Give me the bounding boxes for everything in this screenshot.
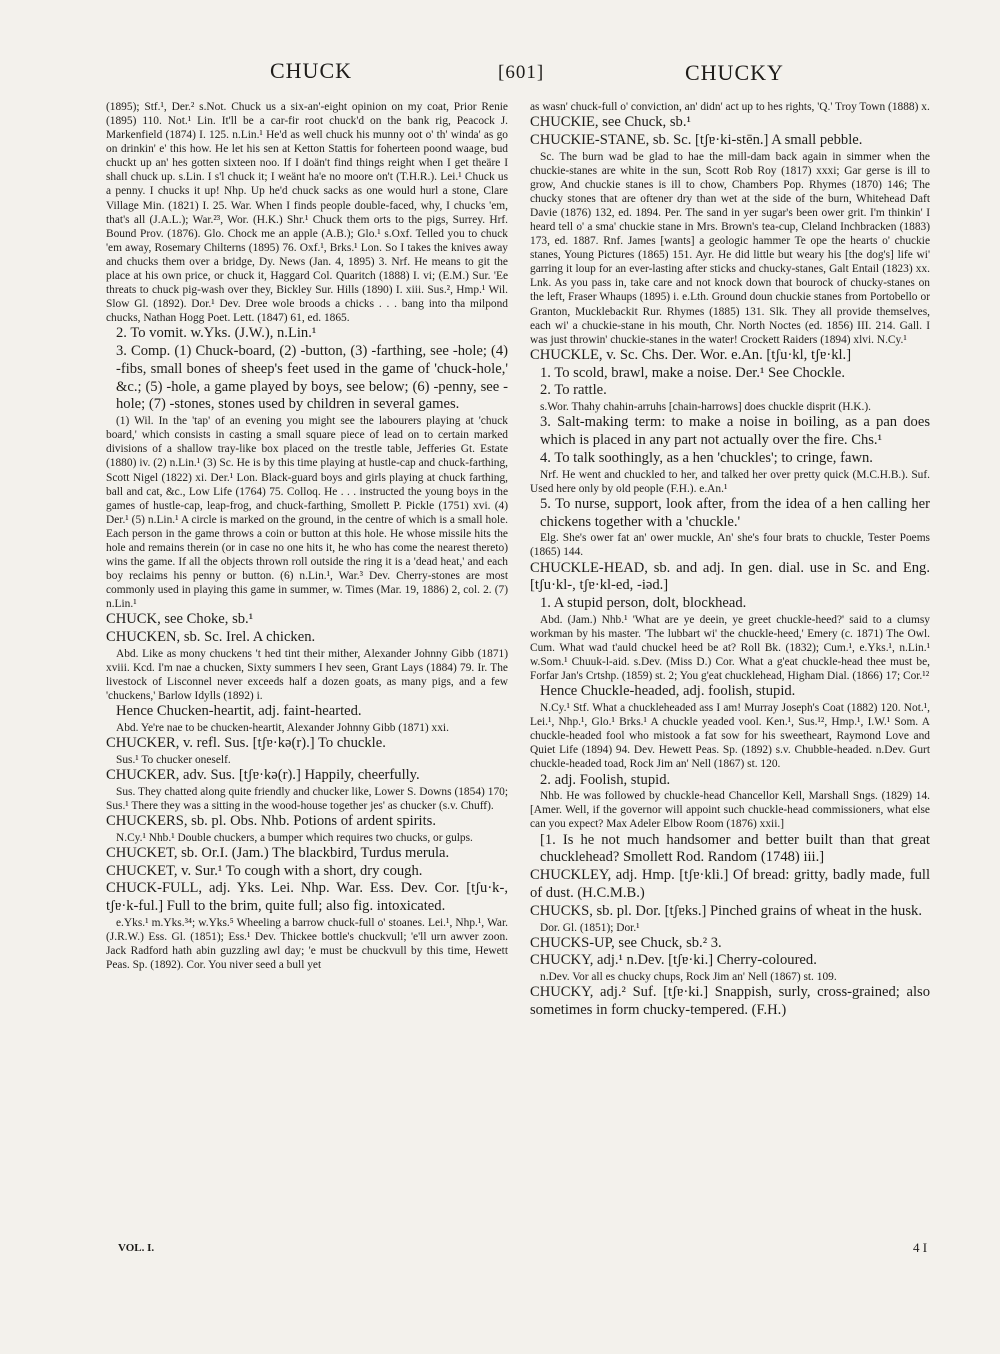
dictionary-headword-entry: CHUCKY, adj.¹ n.Dev. [tʃɐ·ki.] Cherry-coloured. xyxy=(530,952,817,969)
dictionary-entry-paragraph: Abd. Ye're nae to be chucken-heartit, Alexander Johnny Gibb (1871) xxi. xyxy=(116,722,449,735)
dictionary-entry-paragraph: Sus. They chatted along quite friendly and chucker like, Lower S. Downs (1854) 170; Sus.¹ There they was a sitting in the wood-house together jes' as chucker (s.v. Chuff). xyxy=(106,785,508,812)
dictionary-headword-entry: CHUCKEN, sb. Sc. Irel. A chicken. xyxy=(106,629,316,646)
dictionary-entry-paragraph: [1. Is he not much handsomer and better built than that great chucklehead? Smollett Rod. Random (1748) iii.] xyxy=(540,831,930,866)
right-column xyxy=(530,100,930,1245)
left-column xyxy=(106,100,508,1250)
dictionary-entry-paragraph: Hence Chucken-heartit, adj. faint-hearted. xyxy=(116,703,362,720)
dictionary-entry-paragraph: 2. To rattle. xyxy=(540,382,607,399)
dictionary-entry-paragraph: n.Dev. Vor all es chucky chups, Rock Jim an' Nell (1867) st. 109. xyxy=(540,971,837,984)
dictionary-headword-entry: CHUCKET, sb. Or.I. (Jam.) The blackbird, Turdus merula. xyxy=(106,844,450,861)
header-left-catchword: CHUCK xyxy=(270,58,353,83)
dictionary-entry-paragraph: N.Cy.¹ Nhb.¹ Double chuckers, a bumper which requires two chucks, or gulps. xyxy=(116,831,473,844)
dictionary-headword-entry: CHUCKET, v. Sur.¹ To cough with a short, dry cough. xyxy=(106,862,423,879)
dictionary-entry-paragraph: Abd. Like as mony chuckens 't hed tint their mither, Alexander Johnny Gibb (1871) xviii. Kcd. I'm nae a chucken, Sixty summers I hev seen, Grant Lays (1884) 79. Ir. The livestock of Lisconnel never exceeds half a dozen goats, as many pigs, and a few 'chuckens,' Barlow Idylls (1892) i. xyxy=(106,647,508,703)
dictionary-entry-paragraph: Hence Chuckle-headed, adj. foolish, stupid. xyxy=(540,683,796,700)
dictionary-headword-entry: CHUCK, see Choke, sb.¹ xyxy=(106,611,254,628)
dictionary-entry-paragraph: Nhb. He was followed by chuckle-head Chancellor Kell, Marshall Sngs. (1829) 14. [Amer. Well, if the governor will appoint such chuckle-head commissioners, what else can you expect? Max Adeler Elbow Room (1876) xxii.] xyxy=(530,790,930,831)
dictionary-headword-entry: CHUCKS-UP, see Chuck, sb.² 3. xyxy=(530,934,722,951)
dictionary-headword-entry: CHUCK-FULL, adj. Yks. Lei. Nhp. War. Ess. Dev. Cor. [tʃu·k-, tʃɐ·k-ful.] Full to the brim, quite full; also fig. intoxicated. xyxy=(106,880,508,915)
dictionary-entry-paragraph: s.Wor. Thahy chahin-arruhs [chain-harrows] does chuckle disprit (H.K.). xyxy=(540,401,871,414)
dictionary-entry-paragraph: Sus.¹ To chucker oneself. xyxy=(116,753,231,766)
dictionary-headword-entry: CHUCKLE-HEAD, sb. and adj. In gen. dial. use in Sc. and Eng. [tʃu·kl-, tʃɐ·kl-ed, -iəd.] xyxy=(530,559,930,594)
dictionary-headword-entry: CHUCKY, adj.² Suf. [tʃɐ·ki.] Snappish, surly, cross-grained; also sometimes in form chucky-tempered. (F.H.) xyxy=(530,984,930,1019)
dictionary-entry-paragraph: Dor. Gl. (1851); Dor.¹ xyxy=(540,921,640,934)
dictionary-entry-paragraph: Abd. (Jam.) Nhb.¹ 'What are ye deein, ye greet chuckle-heed?' said to a clumsy workman by his master. 'The lubbart wi' the chuckle-heed,' Emery (c. 1871) The Owl. Cum. What wad t'auld chuckel heed be at? Roll Bk. (1832); Cum.¹, e.Yks.¹, n.Lin.¹ w.Som.¹ Chuuk-l-aid. s.Dev. (Miss D.) Cor. What a g'eat chuckle-head thee must be, Forfar Jan's Crtshp. (1859) st. 2; You g'eat chucklehead, Higham Dial. (1866) 17; Cor.¹² xyxy=(530,613,930,683)
dictionary-entry-paragraph: 5. To nurse, support, look after, from the idea of a hen calling her chickens together with a 'chuckle.' xyxy=(540,495,930,530)
dictionary-entry-paragraph: 1. To scold, brawl, make a noise. Der.¹ See Chockle. xyxy=(540,364,846,381)
dictionary-entry-paragraph: (1) Wil. In the 'tap' of an evening you might see the labourers playing at 'chuck board,' which consists in casting a small square piece of lead on to certain marked divisions of a shallow tray-like box placed on the trestle table, Jefferies Gt. Estate (1880) iv. (2) n.Lin.¹ (3) Sc. He is by this time playing at hustle-cap and chuck-farthing, Scott Nigel (1822) xi. Der.¹ Lon. Black-guard boys and girls playing at chuck farthing, ball and cat, &c., Low Life (1764) 75. Colloq. He . . . instructed the young boys in the games of hustle-cap, leap-frog, and chuck-farthing, Smollett P. Pickle (1751) xvi. (4) Der.¹ (5) n.Lin.¹ A circle is marked on the ground, in the centre of which is a small hole. Each person in the game throws a coin or button at this hole. He whose missile hits the hole and remains therein (or in case no one hits it, he who has come the nearest thereto) wins the game. If all the objects thrown roll outside the ring it is a 'dead heat,' and each boy reclaims his penny or button. (6) n.Lin.¹, War.³ Dev. Cherry-stones are most commonly used in playing this game in summer, w. Times (Mar. 19, 1886) 2, col. 2. (7) n.Lin.¹ xyxy=(106,415,508,611)
page-number: [601] xyxy=(498,62,545,83)
page-signature: 4 I xyxy=(913,1240,928,1255)
dictionary-headword-entry: CHUCKER, v. refl. Sus. [tʃɐ·kə(r).] To chuckle. xyxy=(106,735,386,752)
dictionary-entry-paragraph: 2. adj. Foolish, stupid. xyxy=(540,771,671,788)
dictionary-headword-entry: CHUCKIE, see Chuck, sb.¹ xyxy=(530,114,691,131)
volume-label: VOL. I. xyxy=(118,1242,155,1254)
dictionary-entry-paragraph: Sc. The burn wad be glad to hae the mill-dam back again in simmer when the chuckie-stanes are white in the sun, Scott Rob Roy (1817) xxxi; Gar gerse is ill to grow, And chuckie stanes is ill to chow, Chambers Pop. Rhymes (1870) 146; The chucky stones that are oftener dry than wet at the side of the burn, Whitehead Daft Davie (1876) 132, ed. 1894. Per. The sand in yer sugar's been ower grit. I'm thinkin' I heard tell o' a sma' chuckie stane in Mrs. Brown's tea-cup, Cleland Inchbracken (1883) 173, ed. 1887. Rnf. James [wants] a geologic hammer Te ope the hearts o' chuckie stanes, Young Pictures (1865) 151. Ayr. He did little but weary his [the dog's] life wi' garring it loup for an ever-lasting after sticks and chucky-stanes, Galt Entail (1823) xx. Lnk. As you pass in, take care and not knock down that bourock of chucky-stanes on the left, Fraser Whaups (1895) i. e.Lth. Ground doun chuckie stanes from Portobello or Granton, Mucklebackit Rur. Rhymes (1885) 131. Slk. They all provide themselves, each wi' a chuckie-stane in his mouth, Chr. North Noctes (ed. 1856) III. 214. Gall. I was just throwin' chuckie-stanes in the water! Crockett Raiders (1894) xlvi. N.Cy.¹ xyxy=(530,150,930,346)
dictionary-entry-paragraph: e.Yks.¹ m.Yks.³⁴; w.Yks.⁵ Wheeling a barrow chuck-full o' stoanes. Lei.¹, Nhp.¹, War. (J.R.W.) Ess. Gl. (1851); Ess.¹ Dev. Thickee bottle's chuckvull; 'e'll urn awver zoon. Jack Radford hath abin guzzling awl day; 'e must be chuckvull by this time, Hewett Peas. Sp. (1892). Cor. You niver seed a bull yet xyxy=(106,917,508,972)
dictionary-headword-entry: CHUCKLEY, adj. Hmp. [tʃɐ·kli.] Of bread: gritty, badly made, full of dust. (H.C.M.B.) xyxy=(530,867,930,901)
dictionary-headword-entry: CHUCKERS, sb. pl. Obs. Nhb. Potions of ardent spirits. xyxy=(106,812,436,829)
dictionary-entry-paragraph: 1. A stupid person, dolt, blockhead. xyxy=(540,595,747,612)
dictionary-headword-entry: CHUCKLE, v. Sc. Chs. Der. Wor. e.An. [tʃu·kl, tʃɐ·kl.] xyxy=(530,346,852,363)
dictionary-entry-paragraph: as wasn' chuck-full o' conviction, an' didn' act up to hes rights, 'Q.' Troy Town (1888) x. xyxy=(530,101,930,113)
dictionary-entry-paragraph: 3. Salt-making term: to make a noise in boiling, as a pan does which is placed in any part not actually over the fire. Chs.¹ xyxy=(540,414,930,449)
dictionary-headword-entry: CHUCKER, adv. Sus. [tʃɐ·kə(r).] Happily, cheerfully. xyxy=(106,766,420,783)
dictionary-entry-paragraph: 3. Comp. (1) Chuck-board, (2) -button, (3) -farthing, see -hole; (4) -fibs, small bones of sheep's feet used in the game of 'chuck-hole,' &c.; (5) -hole, a game played by boys, see below; (6) -penny, see -hole; (7) -stones, stones used by children in several games. xyxy=(116,343,508,413)
dictionary-entry-paragraph: Nrf. He went and chuckled to her, and talked her over pretty quick (M.C.H.B.). Suf. Used here only by old people (F.H.). e.An.¹ xyxy=(530,468,930,495)
dictionary-entry-paragraph: N.Cy.¹ Stf. What a chuckleheaded ass I am! Murray Joseph's Coat (1882) 120. Not.¹, Lei.¹, Nhp.¹, Glo.¹ Brks.¹ A chuckle yeaded vool. Ken.¹, Sus.¹², Hmp.¹, I.W.¹ Som. A chuckle-headed fool who mistook a fat sow for his sweetheart, Raymond Love and Quiet Life (1894) 94. Dev. Hewett Peas. Sp. (1892) s.v. Chubble-headed. n.Dev. Gurt chuckle-headed toad, Rock Jim an' Nell (1867) st. 120. xyxy=(530,702,930,771)
dictionary-headword-entry: CHUCKIE-STANE, sb. Sc. [tʃɐ·ki-stēn.] A small pebble. xyxy=(530,131,863,148)
dictionary-entry-paragraph: (1895); Stf.¹, Der.² s.Not. Chuck us a six-an'-eight opinion on my coat, Prior Renie (1895) 110. Not.¹ Lin. It'll be a car-fir root chuck'd on the bank rig, Peacock J. Markenfield (1874) I. 125. n.Lin.¹ He'd as well chuck his munny oot o' th' winda' as go on drinkin' e' this how. He let his sen at Ketton Stattis for foherteen poond waage, bud chuckt up an' hes gotten sixteen noo. If I doän't find things reight when I get theäre I shall chuck up. s.Lin. I s'l chuck it; I weänt ha'e no moore on't (T.H.R.). Lei.¹ Chuck us a penny. I chucks it up! Nhp. Up he'd chuck sacks as one would hurl a stone, Clare Village Min. (1821) I. 25. War. When I finds people double-faced, why, I chucks 'em, that's all (J.A.L.); War.²³, Wor. (H.K.) Shr.¹ Chuck them orts to the pigs, Surrey. Hrf. Bound Prov. (1876). Glo. Chock me an apple (A.B.); Glo.¹ s.Oxf. Telled you to chuck 'em away, Rosemary Chilterns (1895) 76. Oxf.¹, Brks.¹ Lon. So I takes the knives away and chucks them over a bridge, Dy. News (Jan. 4, 1895) 3. Nrf. He means to git the place at his own price, or chuck it, Haggard Col. Quaritch (1888) I. vi; (E.M.) Sur. 'Ee threats to chuck pig-wash over they, Bickley Sur. Hills (1890) I. xiii. Sus.², Hmp.¹ Wil. Slow Gl. (1892). Dor.¹ Dev. Dree wole broods a chicks . . . bang into tha milpond chucks, Nathan Hogg Poet. Lett. (1847) 61, ed. 1865. xyxy=(106,101,508,325)
running-header xyxy=(100,58,930,92)
dictionary-entry-paragraph: 4. To talk soothingly, as a hen 'chuckles'; to cringe, fawn. xyxy=(540,449,873,466)
header-right-catchword: CHUCKY xyxy=(685,60,784,85)
dictionary-entry-paragraph: Elg. She's ower fat an' ower muckle, An' she's four brats to chuckle, Tester Poems (1865) 144. xyxy=(530,532,930,559)
dictionary-entry-paragraph: 2. To vomit. w.Yks. (J.W.), n.Lin.¹ xyxy=(116,325,317,342)
dictionary-headword-entry: CHUCKS, sb. pl. Dor. [tʃɐks.] Pinched grains of wheat in the husk. xyxy=(530,902,922,919)
